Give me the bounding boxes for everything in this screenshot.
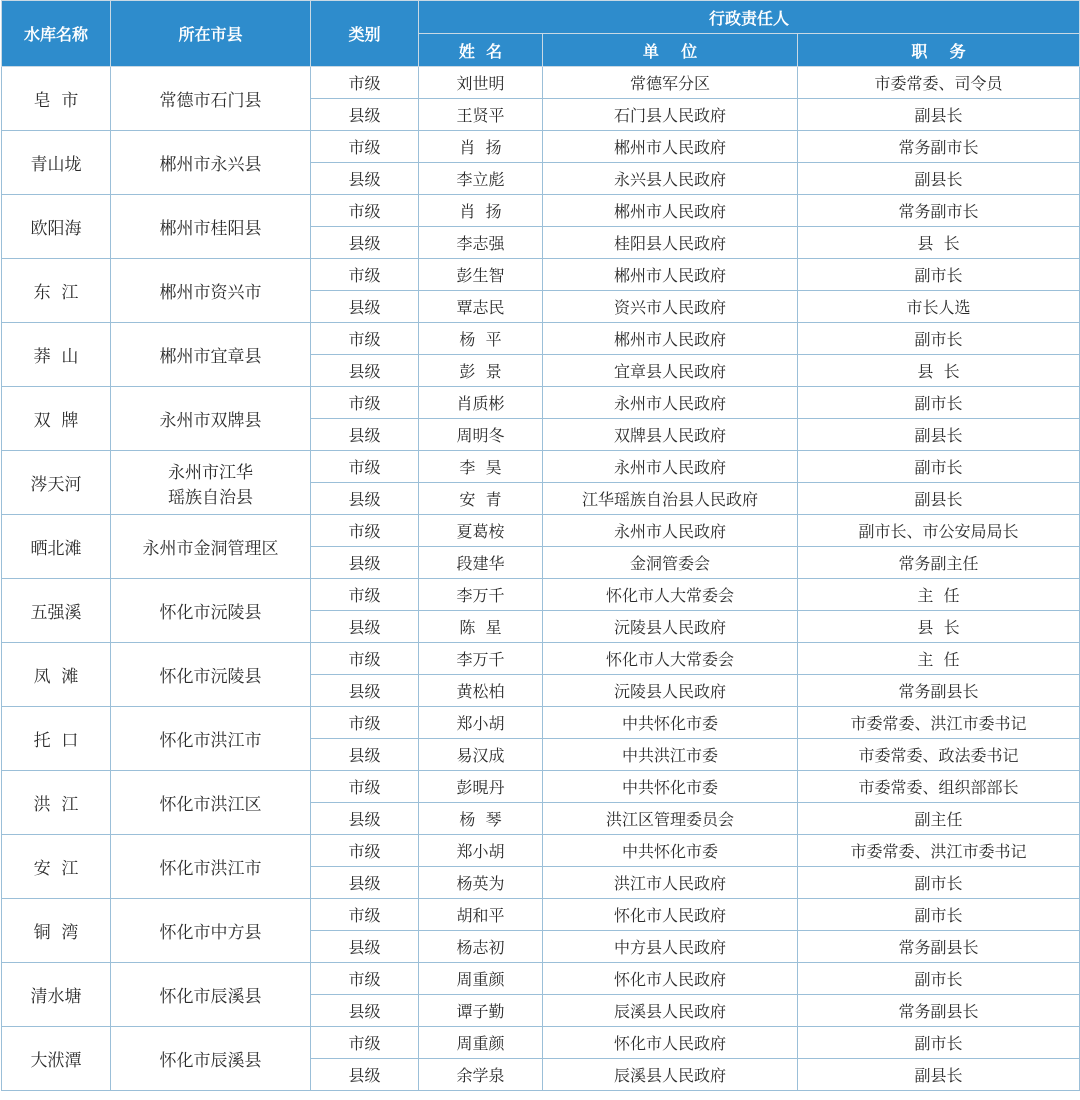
unit-cell: 永州市人民政府 — [543, 515, 798, 547]
person-name-cell: 肖质彬 — [419, 387, 543, 419]
category-cell: 市级 — [311, 387, 419, 419]
person-name-cell: 李志强 — [419, 227, 543, 259]
category-cell: 县级 — [311, 291, 419, 323]
table-row — [2, 515, 1080, 547]
category-cell: 市级 — [311, 131, 419, 163]
reservoir-location: 郴州市资兴市 — [111, 259, 311, 323]
reservoir-name: 涔天河 — [2, 451, 111, 515]
unit-cell: 洪江市人民政府 — [543, 867, 798, 899]
table-body — [2, 67, 1080, 1091]
position-cell: 常务副市长 — [798, 131, 1080, 163]
unit-cell: 怀化市人民政府 — [543, 963, 798, 995]
position-cell: 市长人选 — [798, 291, 1080, 323]
table-row — [2, 195, 1080, 227]
position-cell: 副市长 — [798, 867, 1080, 899]
position-cell: 市委常委、洪江市委书记 — [798, 707, 1080, 739]
header-person-name: 姓 名 — [419, 34, 543, 67]
unit-cell: 常德军分区 — [543, 67, 798, 99]
reservoir-name: 青山垅 — [2, 131, 111, 195]
category-cell: 市级 — [311, 67, 419, 99]
person-name-cell: 杨英为 — [419, 867, 543, 899]
position-cell: 副市长、市公安局局长 — [798, 515, 1080, 547]
category-cell: 县级 — [311, 99, 419, 131]
category-cell: 市级 — [311, 899, 419, 931]
category-cell: 县级 — [311, 611, 419, 643]
reservoir-location: 怀化市洪江市 — [111, 707, 311, 771]
person-name-cell: 杨志初 — [419, 931, 543, 963]
reservoir-location: 常德市石门县 — [111, 67, 311, 131]
unit-cell: 怀化市人民政府 — [543, 899, 798, 931]
category-cell: 县级 — [311, 995, 419, 1027]
reservoir-name: 双 牌 — [2, 387, 111, 451]
location-line: 永州市江华 — [168, 462, 253, 483]
reservoir-name: 安 江 — [2, 835, 111, 899]
reservoir-name: 托 口 — [2, 707, 111, 771]
reservoir-name: 莽 山 — [2, 323, 111, 387]
position-cell: 副市长 — [798, 1027, 1080, 1059]
position-cell: 主 任 — [798, 643, 1080, 675]
category-cell: 市级 — [311, 323, 419, 355]
reservoir-name: 大洑潭 — [2, 1027, 111, 1091]
category-cell: 县级 — [311, 739, 419, 771]
person-name-cell: 易汉成 — [419, 739, 543, 771]
person-name-cell: 李万千 — [419, 579, 543, 611]
table-row — [2, 835, 1080, 867]
person-name-cell: 安 青 — [419, 483, 543, 515]
position-cell: 市委常委、洪江市委书记 — [798, 835, 1080, 867]
unit-cell: 郴州市人民政府 — [543, 195, 798, 227]
unit-cell: 江华瑶族自治县人民政府 — [543, 483, 798, 515]
unit-cell: 沅陵县人民政府 — [543, 611, 798, 643]
position-cell: 市委常委、司令员 — [798, 67, 1080, 99]
person-name-cell: 余学泉 — [419, 1059, 543, 1091]
person-name-cell: 王贤平 — [419, 99, 543, 131]
unit-cell: 桂阳县人民政府 — [543, 227, 798, 259]
position-cell: 县 长 — [798, 355, 1080, 387]
header-unit: 单 位 — [543, 34, 798, 67]
table-row — [2, 643, 1080, 675]
position-cell: 常务副县长 — [798, 931, 1080, 963]
unit-cell: 永州市人民政府 — [543, 387, 798, 419]
unit-cell: 郴州市人民政府 — [543, 131, 798, 163]
table-row — [2, 1027, 1080, 1059]
person-name-cell: 刘世明 — [419, 67, 543, 99]
category-cell: 市级 — [311, 451, 419, 483]
person-name-cell: 夏葛桉 — [419, 515, 543, 547]
category-cell: 市级 — [311, 195, 419, 227]
position-cell: 市委常委、组织部部长 — [798, 771, 1080, 803]
position-cell: 副市长 — [798, 259, 1080, 291]
unit-cell: 沅陵县人民政府 — [543, 675, 798, 707]
person-name-cell: 胡和平 — [419, 899, 543, 931]
category-cell: 县级 — [311, 675, 419, 707]
person-name-cell: 杨 琴 — [419, 803, 543, 835]
person-name-cell: 肖 扬 — [419, 131, 543, 163]
reservoir-location: 永州市双牌县 — [111, 387, 311, 451]
category-cell: 县级 — [311, 163, 419, 195]
reservoir-location: 怀化市沅陵县 — [111, 579, 311, 643]
reservoir-location: 永州市金洞管理区 — [111, 515, 311, 579]
position-cell: 副市长 — [798, 963, 1080, 995]
unit-cell: 中共怀化市委 — [543, 835, 798, 867]
category-cell: 县级 — [311, 867, 419, 899]
table-row — [2, 451, 1080, 483]
position-cell: 副县长 — [798, 483, 1080, 515]
reservoir-location: 怀化市辰溪县 — [111, 1027, 311, 1091]
unit-cell: 金洞管委会 — [543, 547, 798, 579]
person-name-cell: 段建华 — [419, 547, 543, 579]
position-cell: 县 长 — [798, 227, 1080, 259]
category-cell: 县级 — [311, 419, 419, 451]
position-cell: 副市长 — [798, 451, 1080, 483]
position-cell: 副县长 — [798, 419, 1080, 451]
unit-cell: 辰溪县人民政府 — [543, 995, 798, 1027]
unit-cell: 双牌县人民政府 — [543, 419, 798, 451]
unit-cell: 中共怀化市委 — [543, 707, 798, 739]
reservoir-responsibility-table — [1, 0, 1080, 1091]
position-cell: 副主任 — [798, 803, 1080, 835]
position-cell: 县 长 — [798, 611, 1080, 643]
person-name-cell: 李 昊 — [419, 451, 543, 483]
person-name-cell: 陈 星 — [419, 611, 543, 643]
header-category: 类别 — [311, 1, 419, 67]
reservoir-name: 铜 湾 — [2, 899, 111, 963]
table-row — [2, 323, 1080, 355]
person-name-cell: 彭生智 — [419, 259, 543, 291]
category-cell: 县级 — [311, 355, 419, 387]
table-row — [2, 771, 1080, 803]
person-name-cell: 肖 扬 — [419, 195, 543, 227]
table-row — [2, 259, 1080, 291]
category-cell: 县级 — [311, 931, 419, 963]
unit-cell: 中共怀化市委 — [543, 771, 798, 803]
unit-cell: 辰溪县人民政府 — [543, 1059, 798, 1091]
header-reservoir-name: 水库名称 — [2, 1, 111, 67]
reservoir-name: 东 江 — [2, 259, 111, 323]
unit-cell: 郴州市人民政府 — [543, 323, 798, 355]
person-name-cell: 谭子勤 — [419, 995, 543, 1027]
reservoir-location: 怀化市辰溪县 — [111, 963, 311, 1027]
category-cell: 县级 — [311, 1059, 419, 1091]
unit-cell: 石门县人民政府 — [543, 99, 798, 131]
reservoir-name: 清水塘 — [2, 963, 111, 1027]
category-cell: 市级 — [311, 771, 419, 803]
reservoir-location: 怀化市中方县 — [111, 899, 311, 963]
category-cell: 县级 — [311, 483, 419, 515]
category-cell: 市级 — [311, 643, 419, 675]
category-cell: 市级 — [311, 259, 419, 291]
reservoir-location: 怀化市沅陵县 — [111, 643, 311, 707]
person-name-cell: 彭晛丹 — [419, 771, 543, 803]
category-cell: 市级 — [311, 835, 419, 867]
reservoir-name: 欧阳海 — [2, 195, 111, 259]
position-cell: 副市长 — [798, 387, 1080, 419]
person-name-cell: 黄松柏 — [419, 675, 543, 707]
person-name-cell: 周重颜 — [419, 963, 543, 995]
table-row — [2, 707, 1080, 739]
position-cell: 市委常委、政法委书记 — [798, 739, 1080, 771]
reservoir-location: 郴州市桂阳县 — [111, 195, 311, 259]
reservoir-name: 晒北滩 — [2, 515, 111, 579]
position-cell: 常务副县长 — [798, 675, 1080, 707]
position-cell: 副市长 — [798, 323, 1080, 355]
unit-cell: 怀化市人大常委会 — [543, 579, 798, 611]
category-cell: 县级 — [311, 227, 419, 259]
header-position: 职 务 — [798, 34, 1080, 67]
position-cell: 副县长 — [798, 99, 1080, 131]
category-cell: 市级 — [311, 579, 419, 611]
position-cell: 常务副县长 — [798, 995, 1080, 1027]
reservoir-name: 洪 江 — [2, 771, 111, 835]
position-cell: 常务副主任 — [798, 547, 1080, 579]
unit-cell: 中方县人民政府 — [543, 931, 798, 963]
table-row — [2, 579, 1080, 611]
category-cell: 市级 — [311, 707, 419, 739]
unit-cell: 洪江区管理委员会 — [543, 803, 798, 835]
reservoir-name: 皂 市 — [2, 67, 111, 131]
person-name-cell: 彭 景 — [419, 355, 543, 387]
unit-cell: 永州市人民政府 — [543, 451, 798, 483]
header-admin-responsible: 行政责任人 — [419, 1, 1080, 34]
person-name-cell: 杨 平 — [419, 323, 543, 355]
person-name-cell: 郑小胡 — [419, 835, 543, 867]
category-cell: 市级 — [311, 515, 419, 547]
category-cell: 县级 — [311, 547, 419, 579]
unit-cell: 宜章县人民政府 — [543, 355, 798, 387]
unit-cell: 怀化市人民政府 — [543, 1027, 798, 1059]
unit-cell: 怀化市人大常委会 — [543, 643, 798, 675]
reservoir-location: 怀化市洪江市 — [111, 835, 311, 899]
position-cell: 副县长 — [798, 163, 1080, 195]
unit-cell: 郴州市人民政府 — [543, 259, 798, 291]
reservoir-location: 郴州市永兴县 — [111, 131, 311, 195]
table-row — [2, 963, 1080, 995]
reservoir-location: 郴州市宜章县 — [111, 323, 311, 387]
person-name-cell: 周重颜 — [419, 1027, 543, 1059]
table-row — [2, 67, 1080, 99]
person-name-cell: 郑小胡 — [419, 707, 543, 739]
table-row — [2, 131, 1080, 163]
position-cell: 常务副市长 — [798, 195, 1080, 227]
person-name-cell: 周明冬 — [419, 419, 543, 451]
reservoir-name: 凤 滩 — [2, 643, 111, 707]
unit-cell: 资兴市人民政府 — [543, 291, 798, 323]
position-cell: 副县长 — [798, 1059, 1080, 1091]
reservoir-name: 五强溪 — [2, 579, 111, 643]
category-cell: 市级 — [311, 963, 419, 995]
unit-cell: 中共洪江市委 — [543, 739, 798, 771]
person-name-cell: 李万千 — [419, 643, 543, 675]
position-cell: 主 任 — [798, 579, 1080, 611]
position-cell: 副市长 — [798, 899, 1080, 931]
table-header — [2, 1, 1080, 67]
location-line: 瑶族自治县 — [168, 487, 253, 508]
category-cell: 市级 — [311, 1027, 419, 1059]
unit-cell: 永兴县人民政府 — [543, 163, 798, 195]
person-name-cell: 李立彪 — [419, 163, 543, 195]
table-row — [2, 899, 1080, 931]
category-cell: 县级 — [311, 803, 419, 835]
header-location: 所在市县 — [111, 1, 311, 67]
person-name-cell: 覃志民 — [419, 291, 543, 323]
table-row — [2, 387, 1080, 419]
reservoir-location — [111, 451, 311, 515]
reservoir-location: 怀化市洪江区 — [111, 771, 311, 835]
